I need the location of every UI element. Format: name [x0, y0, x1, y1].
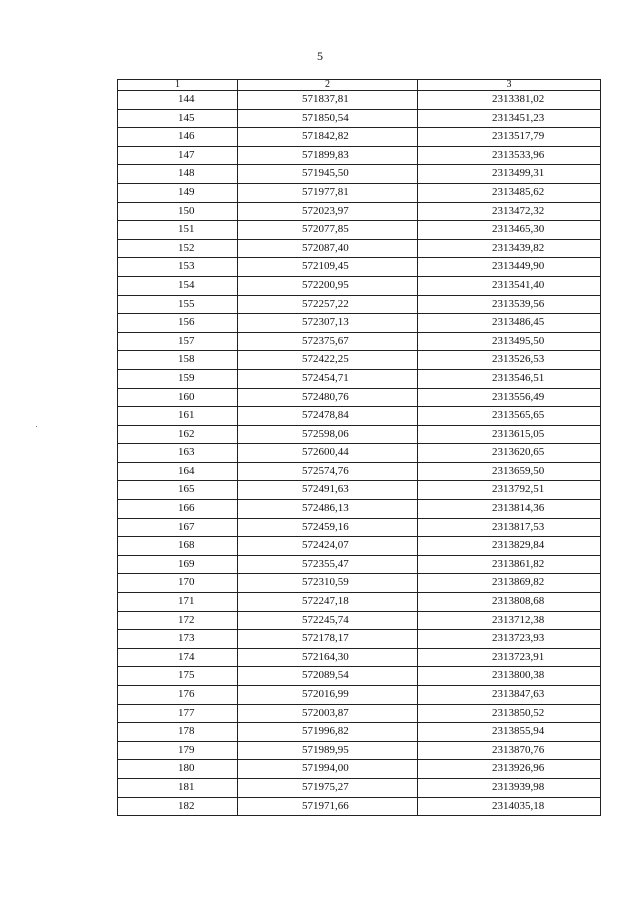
x-coordinate-cell: 572424,07 [238, 537, 418, 556]
x-coordinate-cell: 572109,45 [238, 258, 418, 277]
table-row [118, 630, 601, 649]
y-coordinate-cell: 2313615,05 [418, 425, 601, 444]
x-coordinate-cell: 572486,13 [238, 500, 418, 519]
table-row [118, 778, 601, 797]
y-coordinate-cell: 2313861,82 [418, 555, 601, 574]
x-coordinate-cell: 572480,76 [238, 388, 418, 407]
point-number-cell: 174 [118, 648, 238, 667]
y-coordinate-cell: 2313712,38 [418, 611, 601, 630]
y-coordinate-cell: 2313451,23 [418, 109, 601, 128]
x-coordinate-cell: 572003,87 [238, 704, 418, 723]
x-coordinate-cell: 572087,40 [238, 239, 418, 258]
point-number-cell: 176 [118, 686, 238, 705]
x-coordinate-cell: 572307,13 [238, 314, 418, 333]
table-row [118, 128, 601, 147]
table-row [118, 221, 601, 240]
table-header-row [118, 80, 601, 91]
y-coordinate-cell: 2313449,90 [418, 258, 601, 277]
y-coordinate-cell: 2313723,91 [418, 648, 601, 667]
table-row [118, 537, 601, 556]
point-number-cell: 160 [118, 388, 238, 407]
table-row [118, 351, 601, 370]
table-row [118, 314, 601, 333]
point-number-cell: 161 [118, 407, 238, 426]
y-coordinate-cell: 2313465,30 [418, 221, 601, 240]
x-coordinate-cell: 572422,25 [238, 351, 418, 370]
table-row [118, 444, 601, 463]
x-coordinate-cell: 571850,54 [238, 109, 418, 128]
x-coordinate-cell: 572257,22 [238, 295, 418, 314]
y-coordinate-cell: 2313814,36 [418, 500, 601, 519]
x-coordinate-cell: 572200,95 [238, 276, 418, 295]
table-row [118, 407, 601, 426]
x-coordinate-cell: 572355,47 [238, 555, 418, 574]
table-row [118, 276, 601, 295]
y-coordinate-cell: 2313926,96 [418, 760, 601, 779]
y-coordinate-cell: 2313556,49 [418, 388, 601, 407]
x-coordinate-cell: 571837,81 [238, 91, 418, 110]
y-coordinate-cell: 2313565,65 [418, 407, 601, 426]
y-coordinate-cell: 2313499,31 [418, 165, 601, 184]
coordinates-table [117, 79, 601, 816]
point-number-cell: 175 [118, 667, 238, 686]
y-coordinate-cell: 2313847,63 [418, 686, 601, 705]
point-number-cell: 172 [118, 611, 238, 630]
column-header-x: 2 [238, 80, 418, 91]
x-coordinate-cell: 571994,00 [238, 760, 418, 779]
point-number-cell: 156 [118, 314, 238, 333]
table-row [118, 332, 601, 351]
y-coordinate-cell: 2313659,50 [418, 462, 601, 481]
x-coordinate-cell: 572574,76 [238, 462, 418, 481]
point-number-cell: 144 [118, 91, 238, 110]
point-number-cell: 145 [118, 109, 238, 128]
table-row [118, 667, 601, 686]
y-coordinate-cell: 2313829,84 [418, 537, 601, 556]
y-coordinate-cell: 2313723,93 [418, 630, 601, 649]
x-coordinate-cell: 572077,85 [238, 221, 418, 240]
point-number-cell: 146 [118, 128, 238, 147]
point-number-cell: 181 [118, 778, 238, 797]
point-number-cell: 151 [118, 221, 238, 240]
table-row [118, 425, 601, 444]
x-coordinate-cell: 571971,66 [238, 797, 418, 816]
point-number-cell: 162 [118, 425, 238, 444]
x-coordinate-cell: 572459,16 [238, 518, 418, 537]
table-row [118, 481, 601, 500]
table-row [118, 183, 601, 202]
table-row [118, 555, 601, 574]
point-number-cell: 170 [118, 574, 238, 593]
scan-speck [36, 426, 37, 427]
point-number-cell: 149 [118, 183, 238, 202]
point-number-cell: 167 [118, 518, 238, 537]
point-number-cell: 180 [118, 760, 238, 779]
column-header-y: 3 [418, 80, 601, 91]
point-number-cell: 164 [118, 462, 238, 481]
x-coordinate-cell: 572023,97 [238, 202, 418, 221]
table-row [118, 91, 601, 110]
y-coordinate-cell: 2313939,98 [418, 778, 601, 797]
point-number-cell: 148 [118, 165, 238, 184]
y-coordinate-cell: 2313526,53 [418, 351, 601, 370]
table-row [118, 797, 601, 816]
y-coordinate-cell: 2313485,62 [418, 183, 601, 202]
x-coordinate-cell: 571899,83 [238, 146, 418, 165]
point-number-cell: 154 [118, 276, 238, 295]
point-number-cell: 153 [118, 258, 238, 277]
y-coordinate-cell: 2313533,96 [418, 146, 601, 165]
table-row [118, 239, 601, 258]
table-row [118, 202, 601, 221]
table-row [118, 258, 601, 277]
y-coordinate-cell: 2313539,56 [418, 295, 601, 314]
point-number-cell: 155 [118, 295, 238, 314]
x-coordinate-cell: 571977,81 [238, 183, 418, 202]
y-coordinate-cell: 2313439,82 [418, 239, 601, 258]
y-coordinate-cell: 2313792,51 [418, 481, 601, 500]
x-coordinate-cell: 572164,30 [238, 648, 418, 667]
y-coordinate-cell: 2313817,53 [418, 518, 601, 537]
y-coordinate-cell: 2313850,52 [418, 704, 601, 723]
x-coordinate-cell: 572310,59 [238, 574, 418, 593]
point-number-cell: 158 [118, 351, 238, 370]
table-row [118, 593, 601, 612]
point-number-cell: 177 [118, 704, 238, 723]
y-coordinate-cell: 2314035,18 [418, 797, 601, 816]
table-row [118, 500, 601, 519]
table-row [118, 369, 601, 388]
table-row [118, 648, 601, 667]
y-coordinate-cell: 2313869,82 [418, 574, 601, 593]
y-coordinate-cell: 2313620,65 [418, 444, 601, 463]
point-number-cell: 178 [118, 723, 238, 742]
point-number-cell: 171 [118, 593, 238, 612]
y-coordinate-cell: 2313381,02 [418, 91, 601, 110]
table-row [118, 388, 601, 407]
y-coordinate-cell: 2313472,32 [418, 202, 601, 221]
y-coordinate-cell: 2313486,45 [418, 314, 601, 333]
y-coordinate-cell: 2313495,50 [418, 332, 601, 351]
table-row [118, 146, 601, 165]
table-row [118, 518, 601, 537]
table-row [118, 611, 601, 630]
x-coordinate-cell: 572375,67 [238, 332, 418, 351]
x-coordinate-cell: 572491,63 [238, 481, 418, 500]
point-number-cell: 173 [118, 630, 238, 649]
table-row [118, 109, 601, 128]
x-coordinate-cell: 572178,17 [238, 630, 418, 649]
point-number-cell: 147 [118, 146, 238, 165]
point-number-cell: 168 [118, 537, 238, 556]
table-row [118, 462, 601, 481]
x-coordinate-cell: 572089,54 [238, 667, 418, 686]
x-coordinate-cell: 571842,82 [238, 128, 418, 147]
y-coordinate-cell: 2313546,51 [418, 369, 601, 388]
y-coordinate-cell: 2313800,38 [418, 667, 601, 686]
point-number-cell: 165 [118, 481, 238, 500]
point-number-cell: 157 [118, 332, 238, 351]
table-row [118, 723, 601, 742]
x-coordinate-cell: 572600,44 [238, 444, 418, 463]
point-number-cell: 163 [118, 444, 238, 463]
point-number-cell: 166 [118, 500, 238, 519]
table-row [118, 165, 601, 184]
x-coordinate-cell: 572478,84 [238, 407, 418, 426]
table-row [118, 760, 601, 779]
point-number-cell: 169 [118, 555, 238, 574]
y-coordinate-cell: 2313541,40 [418, 276, 601, 295]
point-number-cell: 152 [118, 239, 238, 258]
column-header-point-number: 1 [118, 80, 238, 91]
x-coordinate-cell: 571989,95 [238, 741, 418, 760]
x-coordinate-cell: 572245,74 [238, 611, 418, 630]
x-coordinate-cell: 571945,50 [238, 165, 418, 184]
page-number: 5 [317, 49, 323, 63]
point-number-cell: 179 [118, 741, 238, 760]
point-number-cell: 150 [118, 202, 238, 221]
table-row [118, 704, 601, 723]
x-coordinate-cell: 572598,06 [238, 425, 418, 444]
table-row [118, 574, 601, 593]
point-number-cell: 159 [118, 369, 238, 388]
x-coordinate-cell: 572247,18 [238, 593, 418, 612]
y-coordinate-cell: 2313517,79 [418, 128, 601, 147]
table-body [118, 91, 601, 816]
point-number-cell: 182 [118, 797, 238, 816]
x-coordinate-cell: 571996,82 [238, 723, 418, 742]
x-coordinate-cell: 572454,71 [238, 369, 418, 388]
x-coordinate-cell: 571975,27 [238, 778, 418, 797]
x-coordinate-cell: 572016,99 [238, 686, 418, 705]
y-coordinate-cell: 2313870,76 [418, 741, 601, 760]
y-coordinate-cell: 2313808,68 [418, 593, 601, 612]
table-row [118, 686, 601, 705]
table-row [118, 295, 601, 314]
table-row [118, 741, 601, 760]
y-coordinate-cell: 2313855,94 [418, 723, 601, 742]
